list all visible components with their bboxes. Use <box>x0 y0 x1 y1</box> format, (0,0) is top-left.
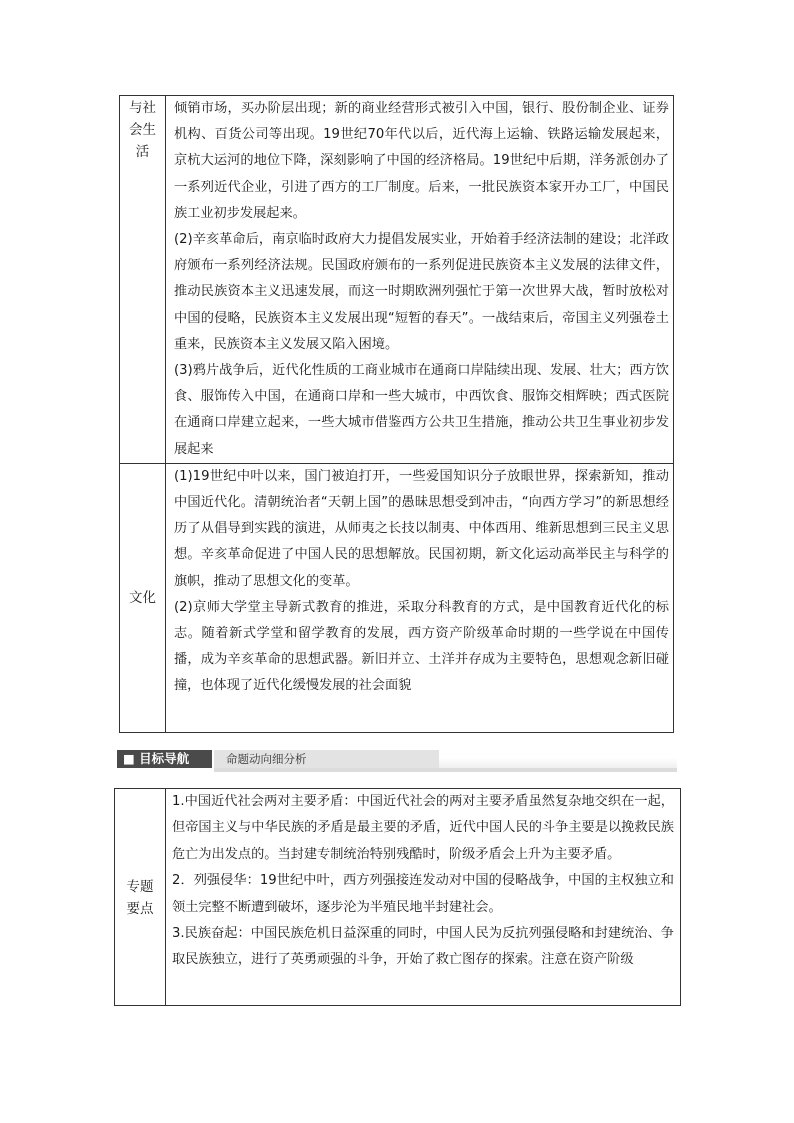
row-label-culture <box>120 463 166 732</box>
paragraph: (2)辛亥革命后，南京临时政府大力提倡发展实业，开始着手经济法制的建设；北洋政府颁布一系列经济法规。民国政府颁布的一系列促进民族资本主义发展的法律文件，推动民族资本主义迅速发展，而这一时期欧洲列强忙于第一次世界大战，暂时放松对中国的侵略，民族资本主义发展出现“短暂的春天”。一战结束后，帝国主义列强卷土重来，民族资本主义发展又陷入困境。 <box>174 232 669 352</box>
row-label-key-points <box>115 789 166 1006</box>
row-label-text: 专题要点 <box>126 878 154 917</box>
section-subtitle: 命题动向细分析 <box>214 750 439 768</box>
paragraph: (2)京师大学堂主导新式教育的推进，采取分科教育的方式，是中国教育近代化的标志。随着新式学堂和留学教育的发展，西方资产阶级革命时期的一些学说在中国传播，成为辛亥革命的思想武器。新旧并立、土洋并存成为主要特色，思想观念新旧碰撞，也体现了近代化缓慢发展的社会面貌 <box>174 599 669 694</box>
paragraph: (3)鸦片战争后，近代化性质的工商业城市在通商口岸陆续出现、发展、壮大；西方饮食、服饰传入中国，在通商口岸和一些大城市，中西饮食、服饰交相辉映；西式医院在通商口岸建立起来，一些大城市借鉴西方公共卫生措施，推动公共卫生事业初步发展起来 <box>174 363 669 457</box>
row-label-text: 文化 <box>129 590 156 607</box>
section-header <box>117 750 677 772</box>
paragraph: (1)19世纪中叶以来，国门被迫打开，一些爱国知识分子放眼世界，探索新知，推动中国近代化。清朝统治者“天朝上国”的愚昧思想受到冲击，“向西方学习”的新思想经历了从倡导到实践的演进，从师夷之长技以制夷、中体西用、维新思想到三民主义思想。辛亥革命促进了中国人民的思想解放。民国初期，新文化运动高举民主与科学的旗帜，推动了思想文化的变革。 <box>174 468 669 589</box>
row-content-key-points <box>166 789 681 1006</box>
paragraph: 倾销市场，买办阶层出现；新的商业经营形式被引入中国，银行、股份制企业、证券机构、百货公司等出现。19世纪70年代以后，近代海上运输、铁路运输发展起来，京杭大运河的地位下降，深刻影响了中国的经济格局。19世纪中后期，洋务派创办了一系列近代企业，引进了西方的工厂制度。后来，一批民族资本家开办工厂，中国民族工业初步发展起来。 <box>174 101 669 221</box>
row-label-text: 与社会生活 <box>129 100 156 160</box>
section-rule <box>214 768 677 772</box>
row-content-society <box>166 96 674 464</box>
key-points-table <box>114 788 681 1006</box>
paragraph: 3.民族奋起：中国民族危机日益深重的同时，中国人民为反抗列强侵略和封建统治、争取民族独立，进行了英勇顽强的斗争，开始了救亡图存的探索。注意在资产阶级 <box>172 926 674 968</box>
history-summary-table <box>119 95 674 733</box>
paragraph: 1.中国近代社会两对主要矛盾：中国近代社会的两对主要矛盾虽然复杂地交织在一起，但帝国主义与中华民族的矛盾是最主要的矛盾，近代中国人民的斗争主要是以挽救民族危亡为出发点的。当封建专制统治特别残酷时，阶级矛盾会上升为主要矛盾。 <box>172 794 674 862</box>
section-rule-fade <box>439 758 677 768</box>
row-content-culture <box>166 463 674 732</box>
table-row-society <box>120 96 674 464</box>
row-label-society <box>120 96 166 464</box>
paragraph: 2．列强侵华：19世纪中叶，西方列强接连发动对中国的侵略战争，中国的主权独立和领土完整不断遭到破坏，逐步沦为半殖民地半封建社会。 <box>172 873 674 915</box>
table-row-key-points <box>115 789 681 1006</box>
table-row-culture <box>120 463 674 732</box>
section-badge: ■ 目标导航 <box>117 750 212 768</box>
